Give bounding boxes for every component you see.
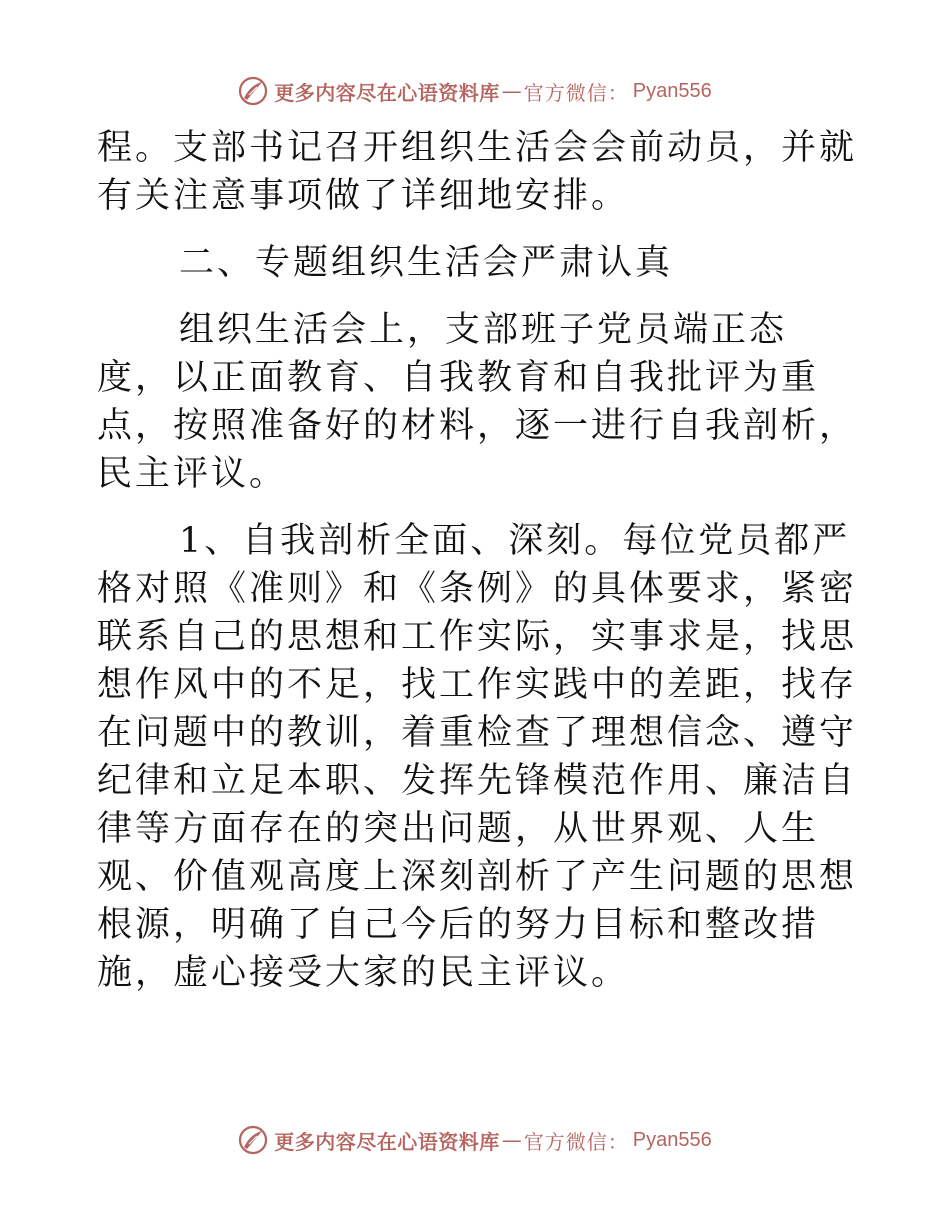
document-body: [97, 124, 857, 1016]
watermark-brand-text: 更多内容尽在心语资料库: [274, 1129, 500, 1154]
watermark-wechat-id: Pyan556: [632, 1128, 712, 1151]
brand-logo-icon: [238, 1125, 268, 1155]
header-watermark: [0, 71, 950, 111]
paragraph: 1、自我剖析全面、深刻。每位党员都严格对照《准则》和《条例》的具体要求，紧密联系自己的思想和工作实际，实事求是，找思想作风中的不足，找工作实践中的差距，找存在问题中的教训，着重检查了理想信念、遵守纪律和立足本职、发挥先锋模范作用、廉洁自律等方面存在的突出问题，从世界观、人生观、价值观高度上深刻剖析了产生问题的思想根源，明确了自己今后的努力目标和整改措施，虚心接受大家的民主评议。: [97, 521, 858, 993]
watermark-wechat-label: 官方微信：: [523, 80, 629, 105]
watermark-brand-text: 更多内容尽在心语资料库: [274, 80, 500, 105]
watermark-separator: —: [501, 1128, 522, 1152]
section-heading: 二、专题组织生活会严肃认真: [179, 243, 674, 283]
watermark-wechat-label: 官方微信：: [523, 1129, 629, 1154]
paragraph-continuation: 程。支部书记召开组织生活会会前动员，并就有关注意事项做了详细地安排。: [97, 128, 858, 216]
watermark-separator: —: [501, 79, 522, 103]
footer-watermark: [0, 1120, 950, 1160]
watermark-wechat-id: Pyan556: [632, 79, 712, 102]
brand-logo-icon: [238, 76, 268, 106]
paragraph: 组织生活会上，支部班子党员端正态度，以正面教育、自我教育和自我批评为重点，按照准备好的材料，逐一进行自我剖析，民主评议。: [97, 310, 858, 494]
